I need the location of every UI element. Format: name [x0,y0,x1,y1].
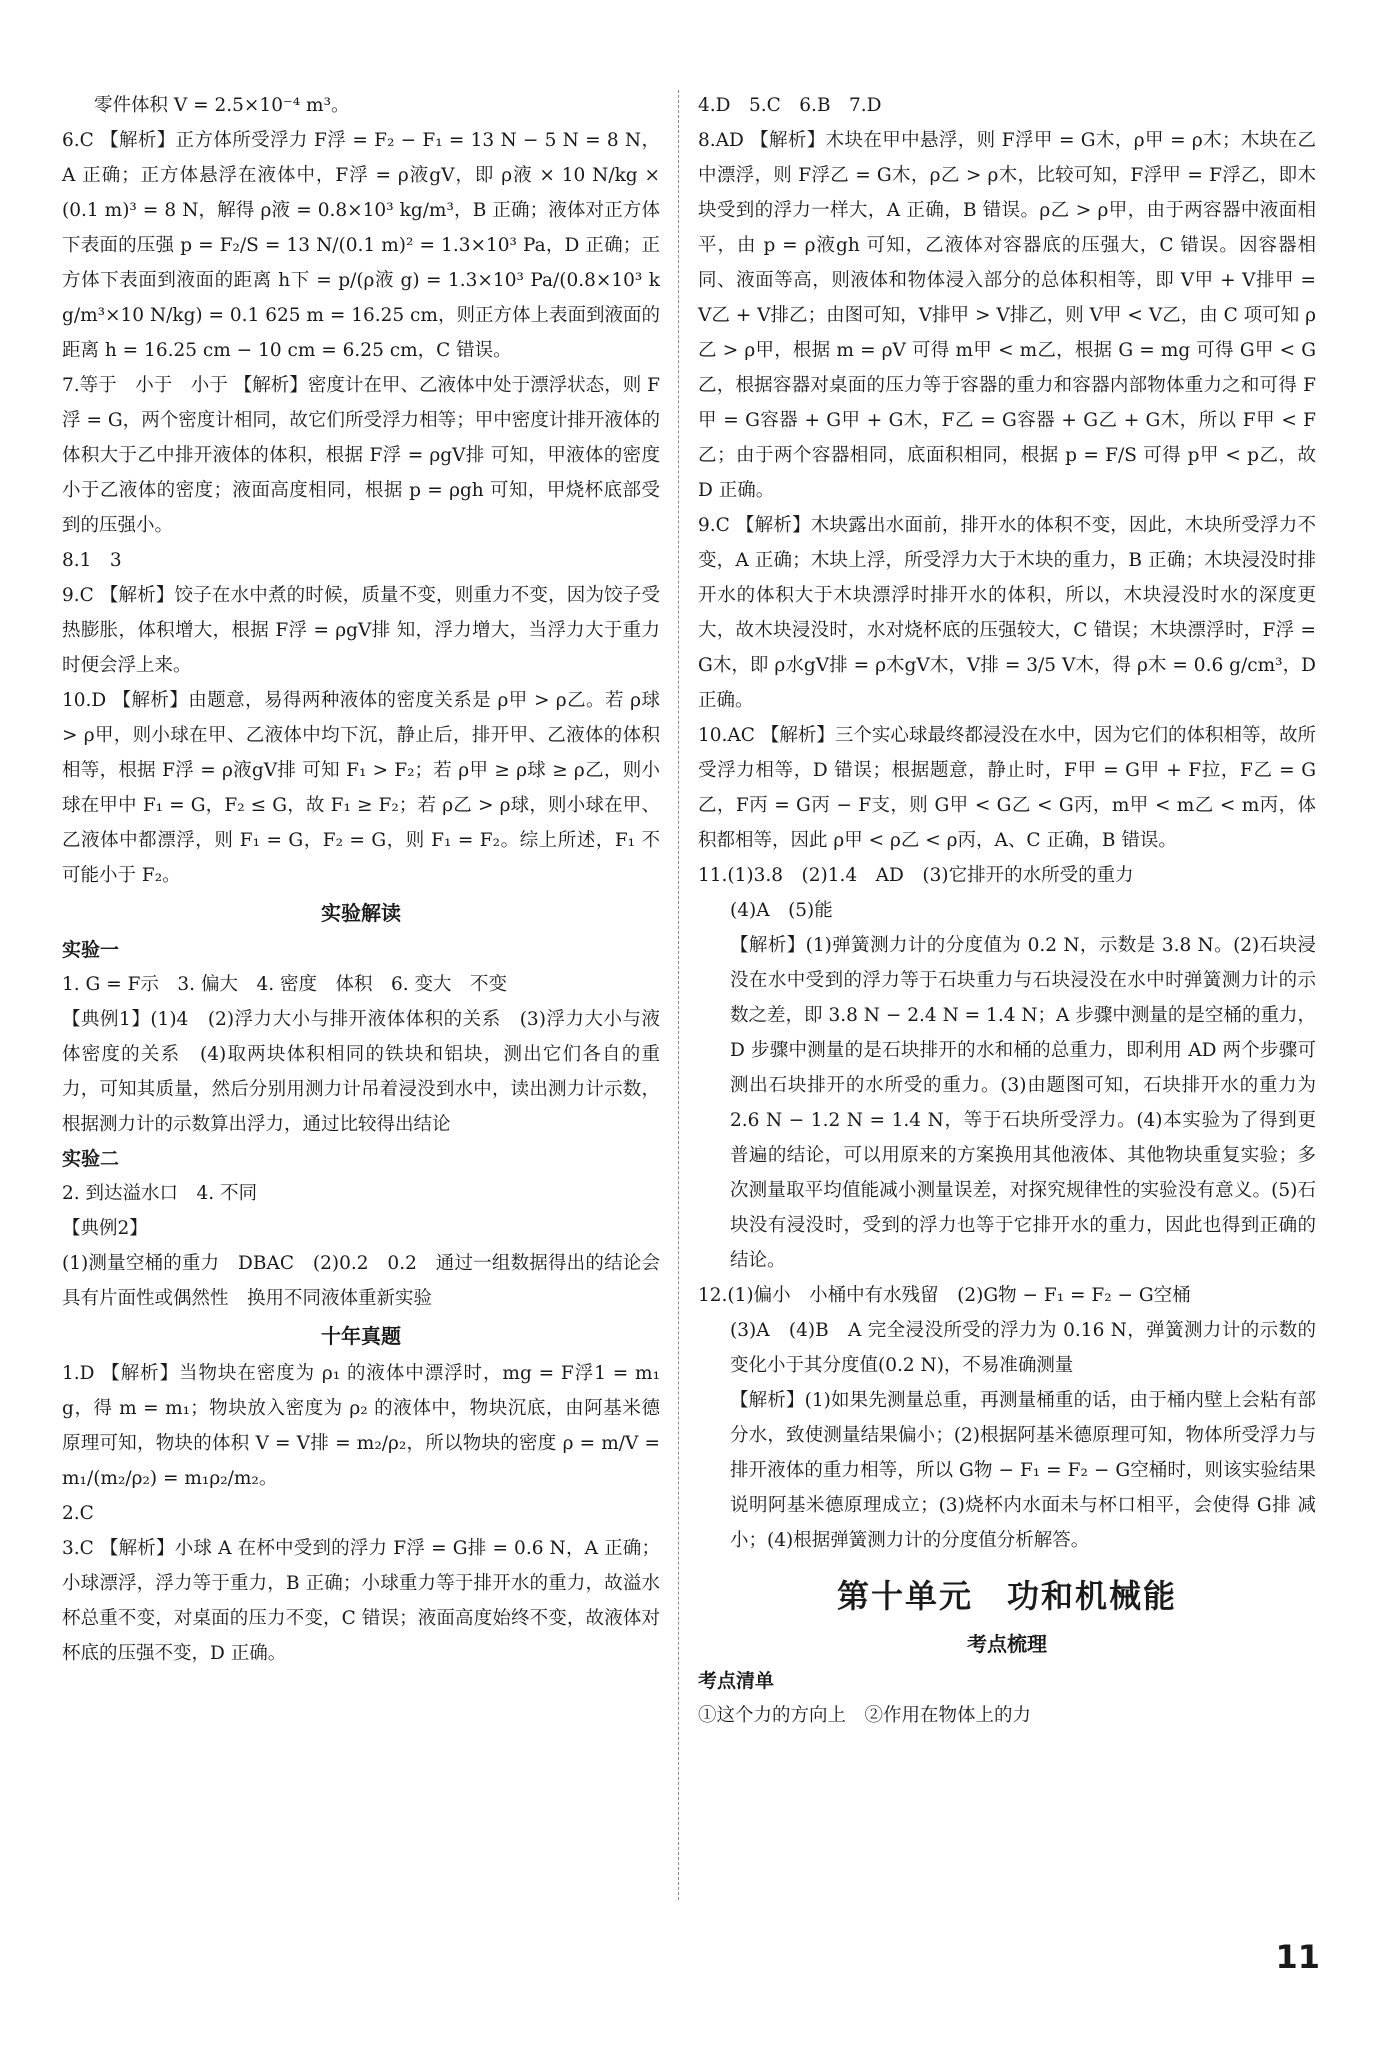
ten-year-item: 3.C 【解析】小球 A 在杯中受到的浮力 F浮 = G排 = 0.6 N，A 正确；小球漂浮，浮力等于重力，B 正确；小球重力等于排开水的重力，故溢水杯总重不变，对桌面的压力不变，C 错误；液面高度始终不变，故液体对杯底的压强不变，D 正确。 [62,1538,660,1664]
answer-item: 9.C 【解析】木块露出水面前，排开水的体积不变，因此，木块所受浮力不变，A 正确；木块上浮，所受浮力大于木块的重力，B 正确；木块浸没时排开水的体积大于木块漂浮时排开水的体积，所以，木块浸没时水的深度更大，故木块浸没时，水对烧杯底的压强较大，C 错误；木块漂浮时，F浮 = G木，即 ρ水gV排 = ρ木gV木，V排 = 3/5 V木，得 ρ木 = 0.6 g/cm³，D 正确。 [698,515,1316,711]
experiment-head: 实验一 [62,939,120,961]
answer-item: 12.(1)偏小 小桶中有水残留 (2)G物 − F₁ = F₂ − G空桶 [698,1285,1191,1306]
left-column [62,88,660,1671]
answer-item: 8.AD 【解析】木块在甲中悬浮，则 F浮甲 = G木，ρ甲 = ρ木；木块在乙中漂浮，则 F浮乙 = G木，ρ乙 > ρ木，比较可知，F浮甲 = F浮乙，即木块受到的浮力一样大，A 正确，B 错误。ρ乙 > ρ甲，由于两容器中液面相平，由 p = ρ液gh 可知，乙液体对容器底的压强大，C 错误。因容器相同、液面等高，则液体和物体浸入部分的总体积相等，即 V甲 + V排甲 = V乙 + V排乙；由图可知，V排甲 > V排乙，则 V甲 < V乙，由 C 项可知 ρ乙 > ρ甲，根据 m = ρV 可得 m甲 < m乙，根据 G = mg 可得 G甲 < G乙，根据容器对桌面的压力等于容器的重力和容器内部物体重力之和可得 F甲 = G容器 + G甲 + G木，F乙 = G容器 + G乙 + G木，所以 F甲 < F乙；由于两个容器相同，底面积相同，根据 p = F/S 可得 p甲 < p乙，故 D 正确。 [698,130,1316,501]
answer-item: (3)A (4)B A 完全浸没所受的浮力为 0.16 N，弹簧测力计的示数的变化小于其分度值(0.2 N)，不易准确测量 [730,1320,1316,1376]
experiment-line: 【典例2】 [62,1218,148,1239]
left-answer-list [62,88,660,893]
answer-item: 零件体积 V = 2.5×10⁻⁴ m³。 [94,95,350,116]
kaodian-line: ①这个力的方向上 ②作用在物体上的力 [698,1705,1032,1726]
right-column [698,88,1316,1733]
answer-item: 8.1 3 [62,550,122,571]
experiment-section-title: 实验解读 [321,901,401,925]
answer-item: 4.D 5.C 6.B 7.D [698,95,882,116]
kaodian-title: 考点梳理 [967,1632,1047,1656]
kaodian-list-head: 考点清单 [698,1670,775,1692]
right-answer-list [698,88,1316,1558]
answer-item: 9.C 【解析】饺子在水中煮的时候，质量不变，则重力不变，因为饺子受热膨胀，体积增大，根据 F浮 = ρgV排 知，浮力增大，当浮力大于重力时便会浮上来。 [62,585,660,676]
ten-year-answers [62,1356,660,1671]
answer-item: 6.C 【解析】正方体所受浮力 F浮 = F₂ − F₁ = 13 N − 5 N = 8 N，A 正确；正方体悬浮在液体中，F浮 = ρ液gV，即 ρ液 × 10 N/kg × (0.1 m)³ = 8 N，解得 ρ液 = 0.8×10³ kg/m³，B 正确；液体对正方体下表面的压强 p = F₂/S = 13 N/(0.1 m)² = 1.3×10³ Pa，D 正确；正方体下表面到液面的距离 h下 = p/(ρ液 g) = 1.3×10³ Pa/(0.8×10³ kg/m³×10 N/kg) = 0.1 625 m = 16.25 cm，则正方体上表面到液面的距离 h = 16.25 cm − 10 cm = 6.25 cm，C 错误。 [62,130,660,361]
answer-item: 【解析】(1)弹簧测力计的分度值为 0.2 N，示数是 3.8 N。(2)石块浸没在水中受到的浮力等于石块重力与石块浸没在水中时弹簧测力计的示数之差，即 3.8 N − 2.4 N = 1.4 N；A 步骤中测量的是空桶的重力，D 步骤中测量的是石块排开的水和桶的总重力，即利用 AD 两个步骤可测出石块排开的水所受的重力。(3)由题图可知，石块排开水的重力为 2.6 N − 1.2 N = 1.4 N，等于石块所受浮力。(4)本实验为了得到更普遍的结论，可以用原来的方案换用其他液体、其他物块重复实验；多次测量取平均值能减小测量误差，对探究规律性的实验没有意义。(5)石块没有浸没时，受到的浮力也等于它排开水的重力，因此也得到正确的结论。 [730,935,1316,1271]
answer-item: 10.AC 【解析】三个实心球最终都浸没在水中，因为它们的体积相等，故所受浮力相等，D 错误；根据题意，静止时，F甲 = G甲 + F拉，F乙 = G乙，F丙 = G丙 − F支，则 G甲 < G乙 < G丙，m甲 < m乙 < m丙，体积都相等，因此 ρ甲 < ρ乙 < ρ丙，A、C 正确，B 错误。 [698,725,1316,851]
column-divider [678,90,679,1900]
experiment-line: 1. G = F示 3. 偏大 4. 密度 体积 6. 变大 不变 [62,974,508,995]
experiment-line: 2. 到达溢水口 4. 不同 [62,1183,258,1204]
ten-year-item: 2.C [62,1503,94,1524]
answer-item: 7.等于 小于 小于 【解析】密度计在甲、乙液体中处于漂浮状态，则 F浮 = G，两个密度计相同，故它们所受浮力相等；甲中密度计排开液体的体积大于乙中排开液体的体积，根据 F浮 = ρgV排 可知，甲液体的密度小于乙液体的密度；液面高度相同，根据 p = ρgh 可知，甲烧杯底部受到的压强小。 [62,375,660,536]
ten-year-item: 1.D 【解析】当物块在密度为 ρ₁ 的液体中漂浮时，mg = F浮1 = m₁g，得 m = m₁；物块放入密度为 ρ₂ 的液体中，物块沉底，由阿基米德原理可知，物块的体积 V = V排 = m₂/ρ₂，所以物块的密度 ρ = m/V = m₁/(m₂/ρ₂) = m₁ρ₂/m₂。 [62,1363,660,1489]
answer-item: 10.D 【解析】由题意，易得两种液体的密度关系是 ρ甲 > ρ乙。若 ρ球 > ρ甲，则小球在甲、乙液体中均下沉，静止后，排开甲、乙液体的体积相等，根据 F浮 = ρ液gV排 可知 F₁ > F₂；若 ρ甲 ≥ ρ球 ≥ ρ乙，则小球在甲中 F₁ = G，F₂ ≤ G，故 F₁ ≥ F₂；若 ρ乙 > ρ球，则小球在甲、乙液体中都漂浮，则 F₁ = G，F₂ = G，则 F₁ = F₂。综上所述，F₁ 不可能小于 F₂。 [62,690,660,886]
answer-item: 11.(1)3.8 (2)1.4 AD (3)它排开的水所受的重力 [698,865,1134,886]
experiment-blocks [62,933,660,1316]
unit-title: 第十单元 功和机械能 [836,1577,1177,1615]
experiment-line: 【典例1】(1)4 (2)浮力大小与排开液体体积的关系 (3)浮力大小与液体密度的关系 (4)取两块体积相同的铁块和铝块，测出它们各自的重力，可知其质量，然后分别用测力计吊着浸没到水中，读出测力计示数，根据测力计的示数算出浮力，通过比较得出结论 [62,1009,660,1135]
page-number: 11 [1275,1938,1320,1976]
ten-year-section-title: 十年真题 [321,1324,401,1348]
answer-item: (4)A (5)能 [730,900,833,921]
answer-item: 【解析】(1)如果先测量总重，再测量桶重的话，由于桶内壁上会粘有部分水，致使测量结果偏小；(2)根据阿基米德原理可知，物体所受浮力与排开液体的重力相等，所以 G物 − F₁ = F₂ − G空桶时，则该实验结果说明阿基米德原理成立；(3)烧杯内水面未与杯口相平，会使得 G排 减小；(4)根据弹簧测力计的分度值分析解答。 [730,1390,1316,1551]
experiment-head: 实验二 [62,1148,120,1170]
experiment-line: (1)测量空桶的重力 DBAC (2)0.2 0.2 通过一组数据得出的结论会具有片面性或偶然性 换用不同液体重新实验 [62,1253,660,1309]
